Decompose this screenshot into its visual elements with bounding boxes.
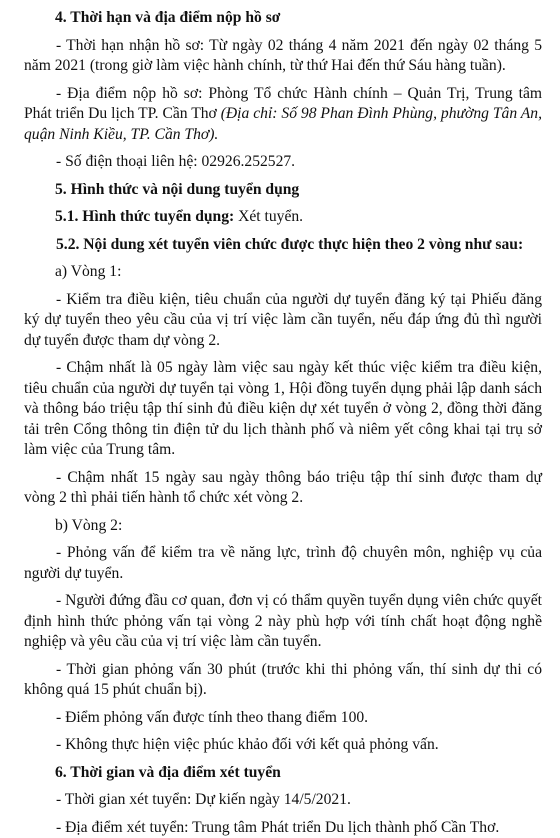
- round-1-label: a) Vòng 1:: [24, 262, 542, 283]
- section-4-heading: 4. Thời hạn và địa điểm nộp hồ sơ: [24, 8, 542, 29]
- round-2-item: - Thời gian phỏng vấn 30 phút (trước khi thi phỏng vấn, thí sinh dự thi có không quá 15 phút chuẩn bị).: [24, 660, 542, 701]
- section-5-1-label: 5.1. Hình thức tuyển dụng:: [55, 208, 234, 225]
- section-5-1: [24, 207, 542, 228]
- round-2-item: - Không thực hiện việc phúc khảo đối với kết quả phỏng vấn.: [24, 735, 542, 756]
- section-6-heading: 6. Thời gian và địa điểm xét tuyển: [24, 763, 542, 784]
- review-location-paragraph: - Địa điểm xét tuyển: Trung tâm Phát triển Du lịch thành phố Cần Thơ.: [24, 818, 542, 838]
- round-2-item: - Người đứng đầu cơ quan, đơn vị có thẩm quyền tuyển dụng viên chức quyết định hình thức phỏng vấn tại vòng 2 này phù hợp với tính chất hoạt động nghề nghiệp và yêu cầu của vị trí việc làm cần tuyển.: [24, 591, 542, 653]
- round-1-item: - Chậm nhất 15 ngày sau ngày thông báo triệu tập thí sinh được tham dự vòng 2 thì phải tiến hành tổ chức xét vòng 2.: [24, 468, 542, 509]
- submission-address: (Địa chỉ: Số 98 Phan Đình Phùng, phường Tân An, quận Ninh Kiều, TP. Cần Thơ).: [24, 105, 542, 143]
- round-2-item: - Phỏng vấn để kiểm tra về năng lực, trình độ chuyên môn, nghiệp vụ của người dự tuyển.: [24, 543, 542, 584]
- round-2-item: - Điểm phỏng vấn được tính theo thang điểm 100.: [24, 708, 542, 729]
- submission-location-text: - Địa điểm nộp hồ sơ: Phòng Tổ chức Hành chính – Quản Trị, Trung tâm Phát triển Du lịch TP. Cần Thơ: [24, 85, 542, 123]
- section-5-2-heading: 5.2. Nội dung xét tuyển viên chức được thực hiện theo 2 vòng như sau:: [24, 235, 542, 256]
- submission-deadline-paragraph: - Thời hạn nhận hồ sơ: Từ ngày 02 tháng 4 năm 2021 đến ngày 02 tháng 5 năm 2021 (trong giờ làm việc hành chính, từ thứ Hai đến thứ Sáu hàng tuần).: [24, 36, 542, 77]
- round-2-label: b) Vòng 2:: [24, 516, 542, 537]
- round-1-item: - Kiểm tra điều kiện, tiêu chuẩn của người dự tuyển đăng ký tại Phiếu đăng ký dự tuyển theo yêu cầu của vị trí việc làm cần tuyển, nếu đáp ứng đủ thì người dự tuyển được tham dự vòng 2.: [24, 290, 542, 352]
- section-5-1-value: Xét tuyển.: [234, 208, 303, 225]
- round-1-item: - Chậm nhất là 05 ngày làm việc sau ngày kết thúc việc kiểm tra điều kiện, tiêu chuẩn của người dự tuyển tại vòng 1, Hội đồng tuyển dụng phải lập danh sách và thông báo triệu tập thí sinh đủ điều kiện dự xét tuyển ở vòng 2, đồng thời đăng tải trên Cổng thông tin điện tử du lịch thành phố và niêm yết công khai tại trụ sở làm việc của Trung tâm.: [24, 358, 542, 461]
- submission-location-paragraph: [24, 84, 542, 146]
- contact-phone-paragraph: - Số điện thoại liên hệ: 02926.252527.: [24, 152, 542, 173]
- review-time-paragraph: - Thời gian xét tuyển: Dự kiến ngày 14/5/2021.: [24, 790, 542, 811]
- section-5-heading: 5. Hình thức và nội dung tuyển dụng: [24, 180, 542, 201]
